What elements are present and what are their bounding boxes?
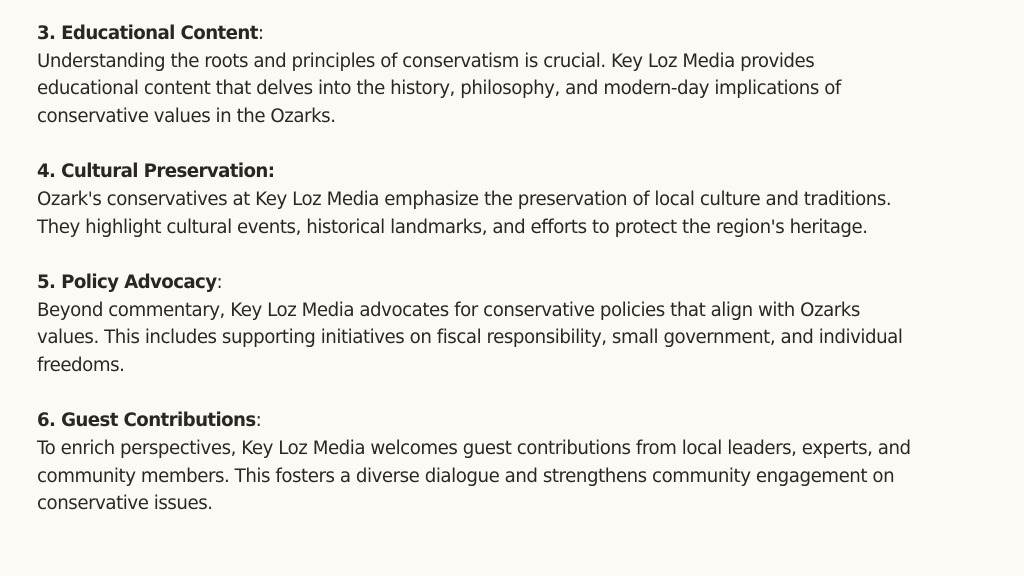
paragraph-line: conservative values in the Ozarks. — [37, 106, 336, 128]
section-cultural-preservation — [37, 158, 997, 241]
heading-colon: : — [267, 161, 275, 183]
paragraph-line: freedoms. — [37, 355, 125, 377]
heading-colon: : — [255, 410, 262, 432]
paragraph-line: community members. This fosters a diverse dialogue and strengthens community engagement on — [37, 465, 895, 487]
section-heading — [37, 407, 997, 435]
section-educational-content — [37, 20, 997, 131]
paragraph-line: conservative issues. — [37, 493, 213, 515]
section-policy-advocacy — [37, 269, 997, 380]
paragraph-line: To enrich perspectives, Key Loz Media welcomes guest contributions from local leaders, experts, and — [37, 437, 911, 459]
section-title: 3. Educational Content — [37, 23, 258, 44]
section-title: 6. Guest Contributions — [37, 410, 256, 432]
section-guest-contributions — [37, 407, 997, 518]
paragraph-line: Ozark's conservatives at Key Loz Media emphasize the preservation of local culture and traditions. — [37, 189, 892, 211]
document-body — [37, 20, 997, 546]
section-heading — [37, 20, 997, 48]
section-heading — [37, 269, 997, 297]
paragraph-line: Beyond commentary, Key Loz Media advocates for conservative policies that align with Ozarks — [37, 299, 860, 321]
paragraph-line: Understanding the roots and principles of conservatism is crucial. Key Loz Media provides — [37, 50, 815, 72]
heading-colon: : — [257, 23, 264, 44]
paragraph-line: values. This includes supporting initiatives on fiscal responsibility, small government, and individual — [37, 327, 903, 349]
paragraph-line: They highlight cultural events, historical landmarks, and efforts to protect the region's heritage. — [37, 216, 868, 238]
paragraph-line: educational content that delves into the history, philosophy, and modern-day implications of — [37, 78, 841, 100]
section-title: 5. Policy Advocacy — [37, 271, 217, 293]
section-title: 4. Cultural Preservation — [37, 161, 268, 183]
heading-colon: : — [216, 271, 223, 293]
section-heading — [37, 158, 997, 186]
